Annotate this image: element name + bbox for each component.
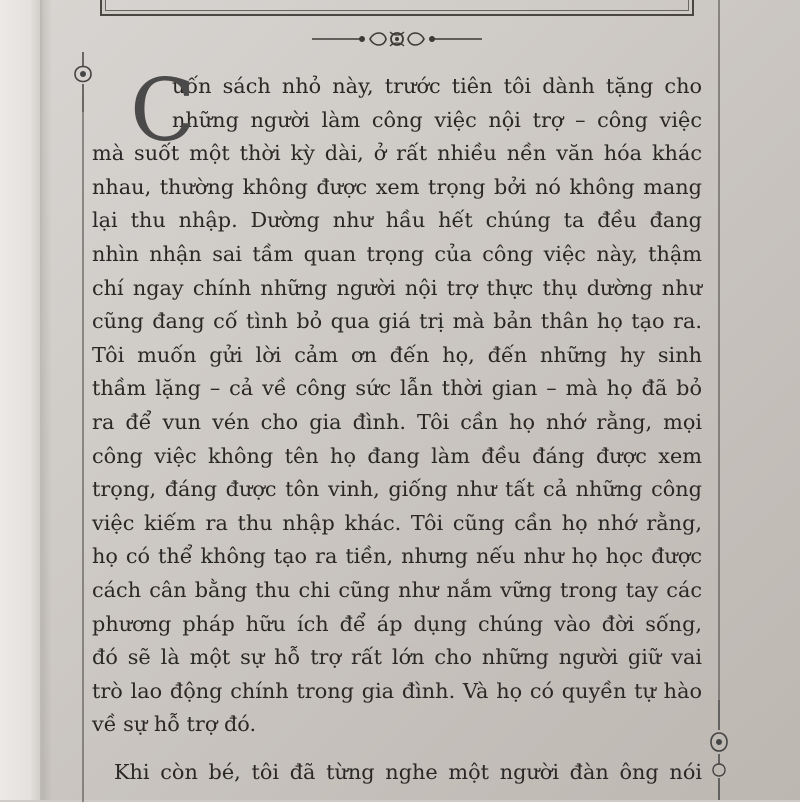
text-line: Tôi muốn gửi lời cảm ơn đến họ, đến những hy sinh xyxy=(92,342,702,367)
text-line: Khi còn bé, tôi đã từng nghe một người đàn ông nói xyxy=(114,759,702,784)
right-border-line xyxy=(706,0,732,700)
text-line: mà suốt một thời kỳ dài, ở rất nhiều nền văn hóa khác xyxy=(92,141,702,166)
text-line: những người làm công việc nội trợ – công việc xyxy=(172,107,702,132)
right-bottom-ornament-icon xyxy=(706,700,732,800)
gutter-shadow xyxy=(40,0,52,800)
drop-cap: C xyxy=(130,61,196,161)
text-line: trọng, đáng được tôn vinh, giống như tất cả những công xyxy=(92,477,702,502)
text-line: đó sẽ là một sự hỗ trợ rất lớn cho những người giữ vai xyxy=(92,645,702,670)
text-line: thầm lặng – cả về công sức lẫn thời gian – mà họ đã bỏ xyxy=(92,376,702,401)
text-line: việc kiếm ra thu nhập khác. Tôi cũng cần họ nhớ rằng, xyxy=(92,510,702,535)
text-line: phương pháp hữu ích để áp dụng chúng vào đời sống, xyxy=(92,611,702,636)
text-line: cũng đang cố tình bỏ qua giá trị mà bản thân họ tạo ra. xyxy=(92,309,702,334)
text-line: nhau, thường không được xem trọng bởi nó không mang xyxy=(92,174,702,199)
text-line: trò lao động chính trong gia đình. Và họ có quyền tự hào xyxy=(92,678,702,703)
text-line: ra để vun vén cho gia đình. Tôi cần họ nhớ rằng, mọi xyxy=(92,409,702,434)
text-line: công việc không tên họ đang làm đều đáng được xem xyxy=(92,443,702,468)
text-line: chí ngay chính những người nội trợ thực thụ dường như xyxy=(92,275,702,300)
paragraph-1 xyxy=(92,61,702,742)
text-line: cách cân bằng thu chi cũng như nắm vững trong tay các xyxy=(92,577,702,602)
paragraph-2 xyxy=(92,756,702,790)
flourish-ornament-icon xyxy=(312,28,482,50)
facing-page-edge xyxy=(0,0,42,800)
header-frame xyxy=(100,0,694,16)
text-line: về sự hỗ trợ đó. xyxy=(92,712,257,737)
text-line: uốn sách nhỏ này, trước tiên tôi dành tặng cho xyxy=(172,74,702,98)
text-line: nhìn nhận sai tầm quan trọng của công việc này, thậm xyxy=(92,241,702,266)
text-line: họ có thể không tạo ra tiền, nhưng nếu như họ học được xyxy=(92,544,702,569)
text-line: lại thu nhập. Dường như hầu hết chúng ta đều đang xyxy=(92,208,702,233)
body-text xyxy=(92,61,702,789)
